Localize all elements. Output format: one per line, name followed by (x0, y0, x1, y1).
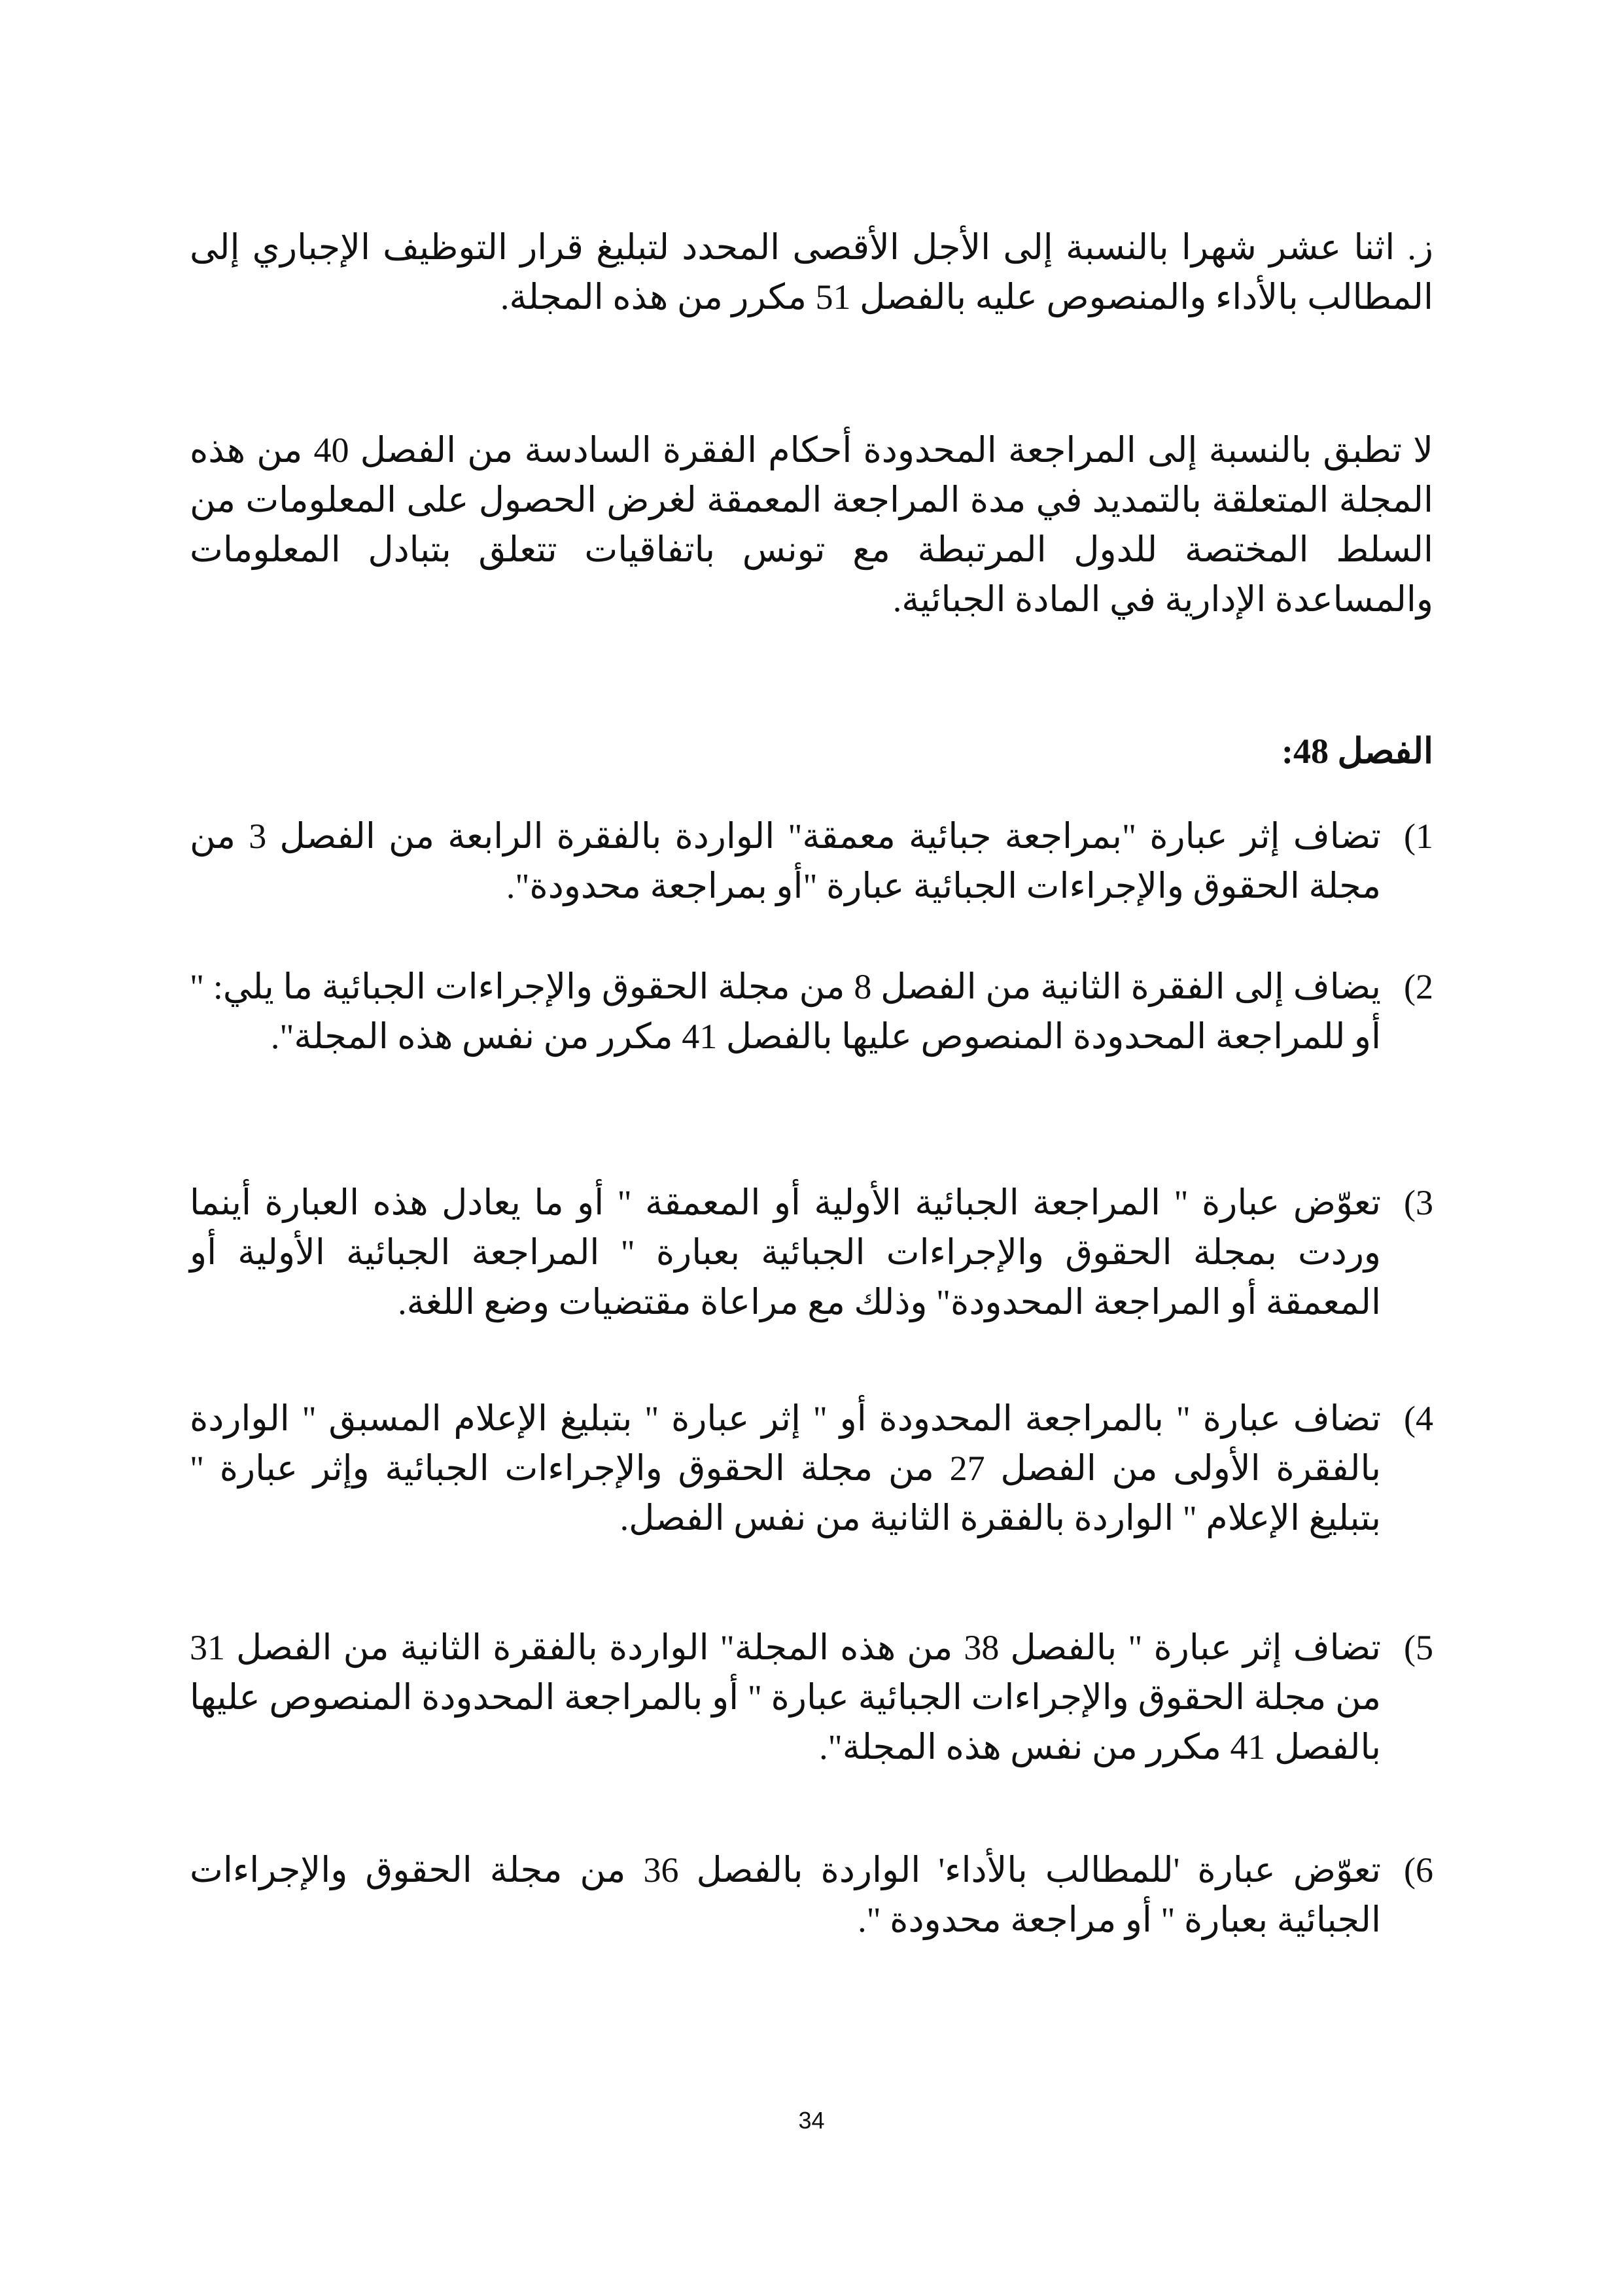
list-item-text: يضاف إلى الفقرة الثانية من الفصل 8 من مجلة الحقوق والإجراءات الجبائية ما يلي: " أو للمراجعة المحدودة المنصوص عليها بالفصل 41 مكرر من نفس هذه المجلة". (190, 967, 1382, 1056)
list-item-5 (190, 1623, 1433, 1772)
list-item-number: 2) (1404, 967, 1433, 1006)
paragraph-article-40 (190, 425, 1433, 624)
list-item-number: 5) (1404, 1628, 1433, 1667)
section-heading: الفصل 48: (1282, 732, 1433, 771)
list-item-text: تعوّض عبارة 'للمطالب بالأداء' الواردة بالفصل 36 من مجلة الحقوق والإجراءات الجبائية بعبارة " أو مراجعة محدودة ". (190, 1850, 1381, 1939)
z-item-text: ز. اثنا عشر شهرا بالنسبة إلى الأجل الأقصى المحدد لتبليغ قرار التوظيف الإجباري إلى المطالب بالأداء والمنصوص عليه بالفصل 51 مكرر من هذه المجلة. (190, 228, 1433, 317)
list-item-text: تعوّض عبارة " المراجعة الجبائية الأولية أو المعمقة " أو ما يعادل هذه العبارة أينما وردت بمجلة الحقوق والإجراءات الجبائية بعبارة " المراجعة الجبائية الأولية أو المعمقة أو المراجعة المحدودة" وذلك مع مراعاة مقتضيات وضع اللغة. (190, 1183, 1381, 1322)
list-item-3 (190, 1178, 1433, 1327)
list-item-number: 3) (1404, 1183, 1433, 1222)
list-item-number: 4) (1404, 1399, 1433, 1438)
list-item-number: 6) (1404, 1850, 1433, 1890)
list-item-number: 1) (1404, 817, 1433, 856)
list-item-4 (190, 1394, 1433, 1543)
list-item-1 (190, 811, 1433, 911)
list-item-text: تضاف إثر عبارة " بالفصل 38 من هذه المجلة" الواردة بالفقرة الثانية من الفصل 31 من مجلة الحقوق والإجراءات الجبائية عبارة " أو بالمراجعة المحدودة المنصوص عليها بالفصل 41 مكرر من نفس هذه المجلة". (190, 1628, 1381, 1767)
list-item-2 (190, 962, 1433, 1061)
list-item-6 (190, 1845, 1433, 1945)
paragraph-z-item (190, 222, 1433, 322)
page-number: 34 (798, 2107, 825, 2134)
list-item-text: تضاف عبارة " بالمراجعة المحدودة أو " إثر عبارة " بتبليغ الإعلام المسبق " الواردة بالفقرة الأولى من الفصل 27 من مجلة الحقوق والإجراءات الجبائية وإثر عبارة " بتبليغ الإعلام " الواردة بالفقرة الثانية من نفس الفصل. (190, 1399, 1381, 1538)
list-item-text: تضاف إثر عبارة "بمراجعة جبائية معمقة" الواردة بالفقرة الرابعة من الفصل 3 من مجلة الحقوق والإجراءات الجبائية عبارة "أو بمراجعة محدودة". (190, 817, 1382, 906)
article-40-text: لا تطبق بالنسبة إلى المراجعة المحدودة أحكام الفقرة السادسة من الفصل 40 من هذه المجلة المتعلقة بالتمديد في مدة المراجعة المعمقة لغرض الحصول على المعلومات من السلط المختصة للدول المرتبطة مع تونس باتفاقيات تتعلق بتبادل المعلومات والمساعدة الإدارية في المادة الجبائية. (190, 431, 1433, 619)
